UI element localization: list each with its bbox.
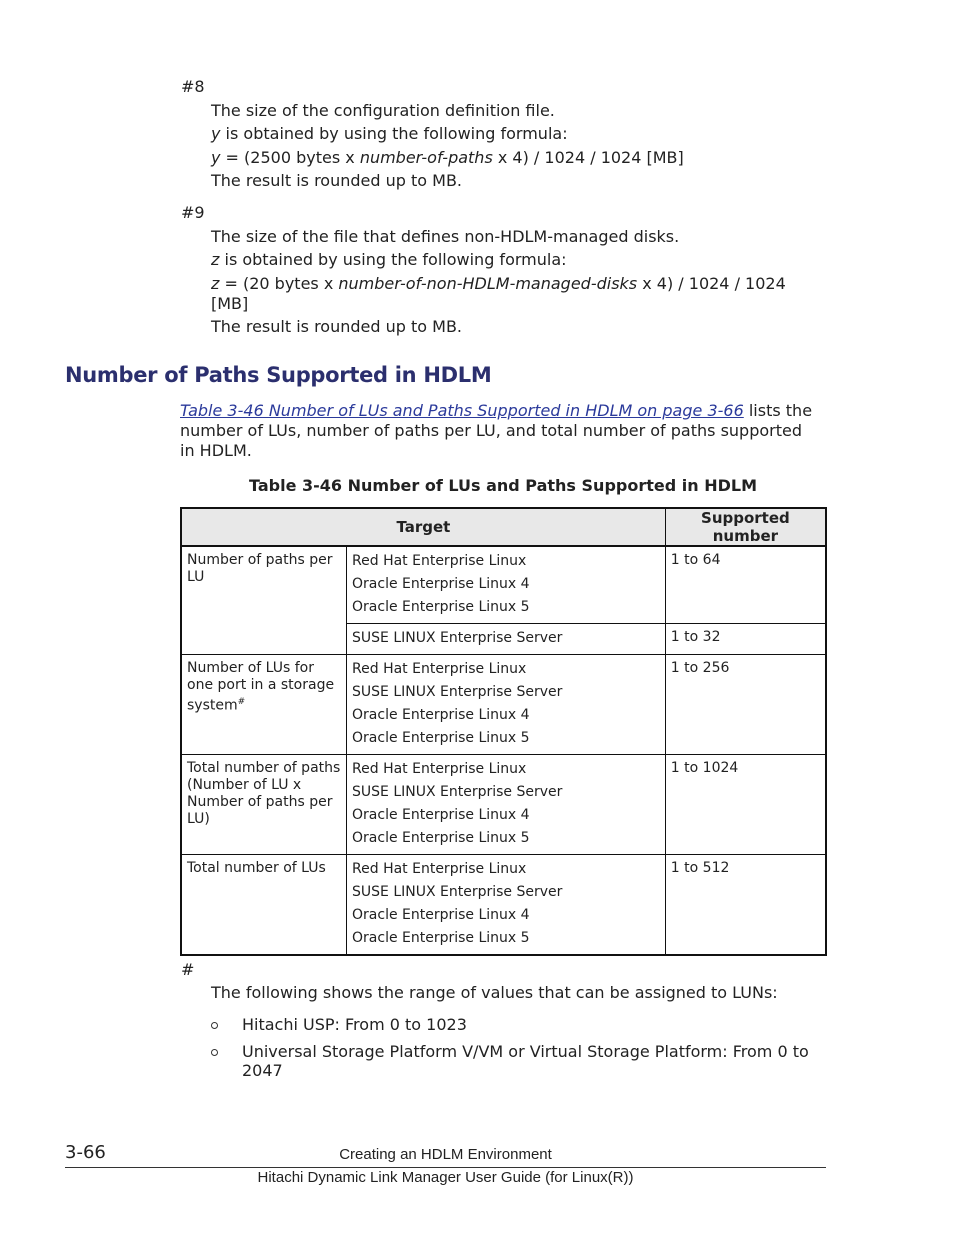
footer-book-title: Hitachi Dynamic Link Manager User Guide (for Linux(R)) xyxy=(257,1169,634,1186)
os-item: Oracle Enterprise Linux 4 xyxy=(352,576,530,592)
os-cell xyxy=(347,655,666,755)
os-item: Red Hat Enterprise Linux xyxy=(352,553,527,569)
note-label-9: #9 xyxy=(181,203,205,222)
table-row xyxy=(181,655,826,755)
os-item: Oracle Enterprise Linux 5 xyxy=(352,830,530,846)
target-cell: Total number of paths (Number of LU x Number of paths per LU) xyxy=(181,755,347,855)
note-9-formula-cont: [MB] xyxy=(211,294,249,313)
footnote-label: # xyxy=(181,960,195,979)
note-8-line2: y is obtained by using the following formula: xyxy=(211,124,568,143)
os-cell xyxy=(347,755,666,855)
os-item: Oracle Enterprise Linux 5 xyxy=(352,730,530,746)
os-cell xyxy=(347,855,666,956)
note-9-line2: z is obtained by using the following formula: xyxy=(211,250,567,269)
note-9-formula: z = (20 bytes x number-of-non-HDLM-managed-disks x 4) / 1024 / 1024 xyxy=(211,274,786,293)
section-heading: Number of Paths Supported in HDLM xyxy=(65,363,492,387)
target-cell: Number of paths per LU xyxy=(181,546,347,655)
value-cell: 1 to 256 xyxy=(665,655,826,755)
os-cell xyxy=(347,546,666,624)
table-row xyxy=(181,755,826,855)
os-item: SUSE LINUX Enterprise Server xyxy=(352,784,563,800)
os-item: Oracle Enterprise Linux 5 xyxy=(352,930,530,946)
table-reference-link[interactable]: Table 3-46 Number of LUs and Paths Supported in HDLM on page 3-66 xyxy=(180,401,744,420)
os-item: Oracle Enterprise Linux 4 xyxy=(352,707,530,723)
bullet-circle-icon xyxy=(211,1049,218,1056)
header-target: Target xyxy=(181,508,665,546)
note-label-8: #8 xyxy=(181,77,205,96)
section-intro: Table 3-46 Number of LUs and Paths Supported in HDLM on page 3-66 lists the number of LUs, number of paths per LU, and total number of paths supported in HDLM. xyxy=(180,401,813,460)
os-item: Oracle Enterprise Linux 4 xyxy=(352,907,530,923)
target-cell: Number of LUs for one port in a storage system# xyxy=(181,655,347,755)
footer-chapter: Creating an HDLM Environment xyxy=(339,1146,552,1163)
target-cell: Total number of LUs xyxy=(181,855,347,956)
footnote-text: The following shows the range of values that can be assigned to LUNs: xyxy=(211,983,778,1002)
os-item: Red Hat Enterprise Linux xyxy=(352,861,527,877)
value-cell: 1 to 1024 xyxy=(665,755,826,855)
table-caption: Table 3-46 Number of LUs and Paths Supported in HDLM xyxy=(249,476,757,495)
os-cell xyxy=(347,624,666,655)
bullet-circle-icon xyxy=(211,1022,218,1029)
value-cell: 1 to 32 xyxy=(665,624,826,655)
os-item: Oracle Enterprise Linux 4 xyxy=(352,807,530,823)
os-item: Red Hat Enterprise Linux xyxy=(352,661,527,677)
os-item: Oracle Enterprise Linux 5 xyxy=(352,599,530,615)
note-8-formula: y = (2500 bytes x number-of-paths x 4) / 1024 / 1024 [MB] xyxy=(211,148,684,167)
os-item: SUSE LINUX Enterprise Server xyxy=(352,684,563,700)
header-supported-number: Supported number xyxy=(665,508,826,546)
supported-paths-table xyxy=(180,507,827,956)
note-8-line4: The result is rounded up to MB. xyxy=(211,171,462,190)
footer-divider xyxy=(65,1167,826,1168)
table-header-row xyxy=(181,508,826,546)
table-row xyxy=(181,855,826,956)
table-row xyxy=(181,546,826,624)
value-cell: 1 to 512 xyxy=(665,855,826,956)
os-item: Red Hat Enterprise Linux xyxy=(352,761,527,777)
page-number: 3-66 xyxy=(65,1142,106,1163)
value-cell: 1 to 64 xyxy=(665,546,826,624)
os-item: SUSE LINUX Enterprise Server xyxy=(352,884,563,900)
os-item: SUSE LINUX Enterprise Server xyxy=(352,630,563,646)
note-9-line4: The result is rounded up to MB. xyxy=(211,317,462,336)
footnote-marker: # xyxy=(237,697,246,707)
note-8-line1: The size of the configuration definition file. xyxy=(211,101,555,120)
note-9-line1: The size of the file that defines non-HDLM-managed disks. xyxy=(211,227,680,246)
